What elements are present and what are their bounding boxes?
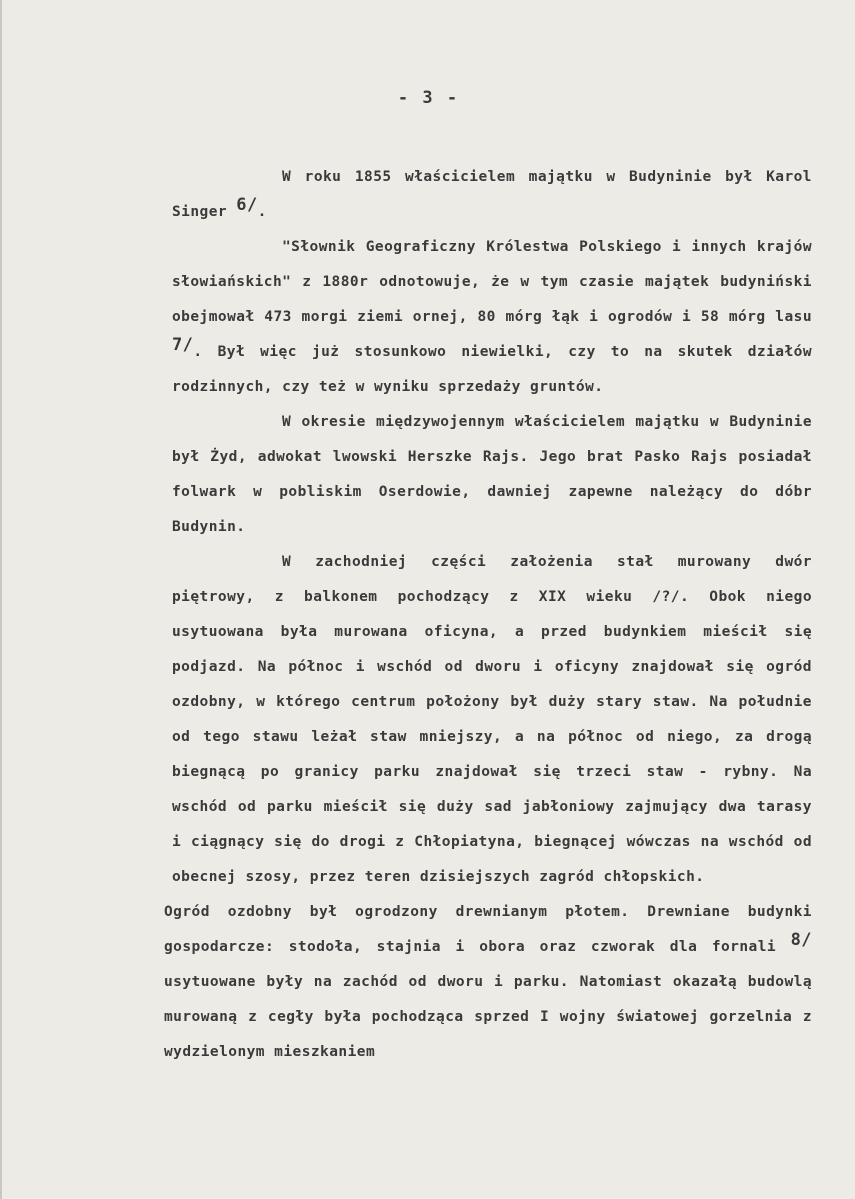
paragraph-text: "Słownik Geograficzny Królestwa Polskiego i innych krajów słowiańskich" z 1880r odnotowuje, że w tym czasie majątek budyniński obejmował 473 morgi ziemi ornej, 80 mórg łąk i ogrodów i 58 mórg lasu: [172, 239, 812, 325]
document-body: [164, 160, 812, 1070]
footnote-marker: 8/: [790, 930, 812, 950]
paragraph: [172, 405, 812, 545]
paragraph-text: W roku 1855 właścicielem majątku w Budyninie był Karol Singer: [172, 169, 812, 220]
paragraph-text: . Był więc już stosunkowo niewielki, czy to na skutek działów rodzinnych, czy też w wyniku sprzedaży gruntów.: [172, 344, 812, 395]
paragraph-text: W zachodniej części założenia stał murowany dwór piętrowy, z balkonem pochodzący z XIX wieku /?/. Obok niego usytuowana była murowana oficyna, a przed budynkiem mieścił się podjazd. Na północ i wschód od dworu i oficyny znajdował się ogród ozdobny, w którego centrum położony był duży stary staw. Na południe od tego stawu leżał staw mniejszy, a na północ od niego, za drogą biegnącą po granicy parku znajdował się trzeci staw - rybny. Na wschód od parku mieścił się duży sad jabłoniowy zajmujący dwa tarasy i ciągnący się do drogi z Chłopiatyna, biegnącej wówczas na wschód od obecnej szosy, przez teren dzisiejszych zagród chłopskich.: [172, 554, 812, 885]
footnote-marker: 6/: [236, 195, 258, 215]
paragraph-text: usytuowane były na zachód od dworu i parku. Natomiast okazałą budowlą murowaną z cegły była pochodząca sprzed I wojny światowej gorzelnia z wydzielonym mieszkaniem: [164, 974, 812, 1060]
paragraph-text: Ogród ozdobny był ogrodzony drewnianym płotem. Drewniane budynki gospodarcze: stodoła, stajnia i obora oraz czworak dla fornali: [164, 904, 812, 955]
paragraph: [172, 545, 812, 895]
paragraph-text: .: [257, 204, 267, 220]
paragraph: [164, 895, 812, 1070]
page-number: - 3 -: [397, 88, 460, 108]
paragraph-text: W okresie międzywojennym właścicielem majątku w Budyninie był Żyd, adwokat lwowski Herszke Rajs. Jego brat Pasko Rajs posiadał folwark w pobliskim Oserdowie, dawniej zapewne należący do dóbr Budynin.: [172, 414, 812, 535]
paragraph: [172, 160, 812, 230]
paragraph: [172, 230, 812, 405]
footnote-marker: 7/: [172, 335, 194, 355]
